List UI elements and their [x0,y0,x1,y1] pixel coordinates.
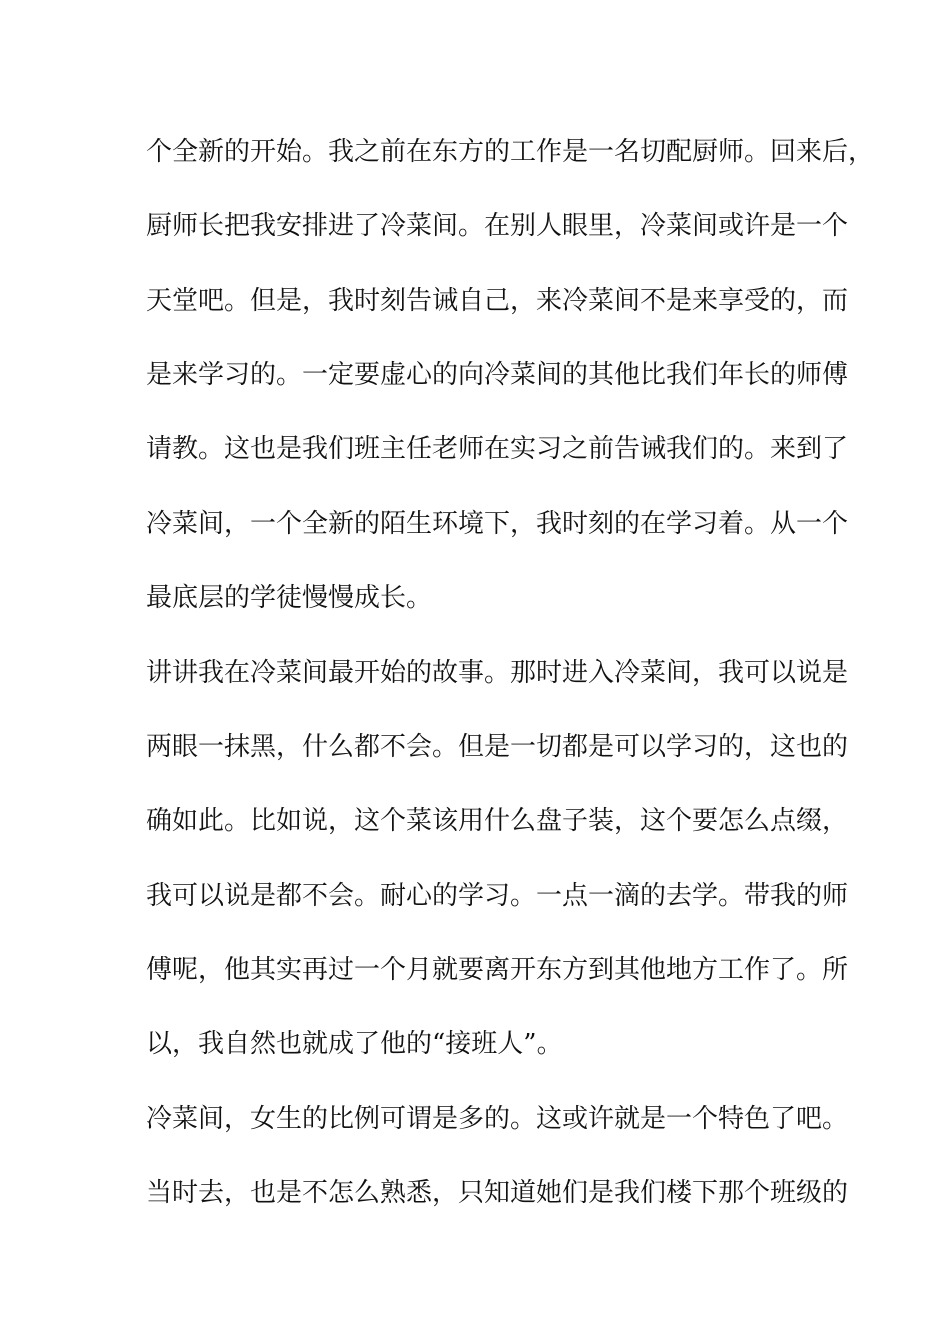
text-line: 冷菜间，女生的比例可谓是多的。这或许就是一个特色了吧。 [146,1104,849,1134]
text-line: 讲讲我在冷菜间最开始的故事。那时进入冷菜间，我可以说是 [146,658,849,688]
text-line: 当时去，也是不怎么熟悉，只知道她们是我们楼下那个班级的 [146,1178,849,1208]
text-line: 是来学习的。一定要虚心的向冷菜间的其他比我们年长的师傅 [146,360,849,390]
text-line: 请教。这也是我们班主任老师在实习之前告诫我们的。来到了 [146,434,849,464]
text-line: 傅呢，他其实再过一个月就要离开东方到其他地方工作了。所 [146,955,849,985]
text-line: 冷菜间，一个全新的陌生环境下，我时刻的在学习着。从一个 [146,509,849,539]
text-line: 确如此。比如说，这个菜该用什么盘子装，这个要怎么点缀， [146,806,849,836]
text-line: 个全新的开始。我之前在东方的工作是一名切配厨师。回来后， [146,137,875,167]
text-line: 天堂吧。但是，我时刻告诫自己，来冷菜间不是来享受的，而 [146,286,849,316]
text-line: 我可以说是都不会。耐心的学习。一点一滴的去学。带我的师 [146,881,849,911]
text-line: 以，我自然也就成了他的“接班人”。 [146,1029,563,1059]
text-line: 两眼一抹黑，什么都不会。但是一切都是可以学习的，这也的 [146,732,849,762]
text-line: 厨师长把我安排进了冷菜间。在别人眼里，冷菜间或许是一个 [146,211,849,241]
text-line: 最底层的学徒慢慢成长。 [146,583,433,613]
